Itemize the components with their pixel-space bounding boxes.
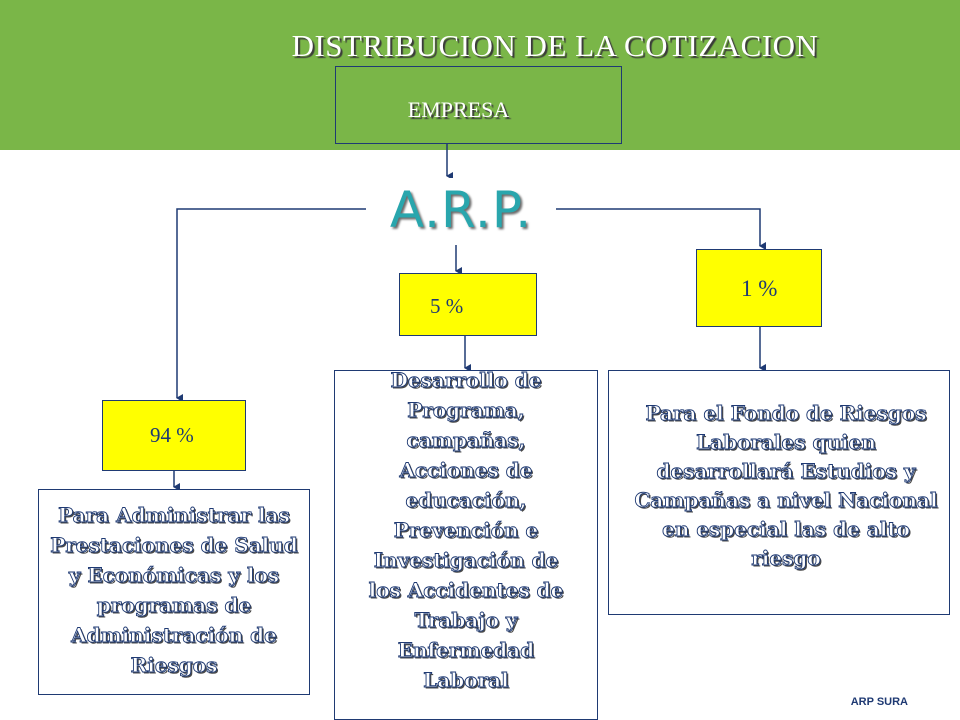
description-node-94 [38, 489, 310, 695]
empresa-label: EMPRESA [407, 97, 510, 122]
footer-brand: ARP SURA [850, 696, 908, 708]
percent-node-5 [399, 273, 537, 336]
page-title: DISTRIBUCION DE LA COTIZACION [291, 28, 819, 63]
arrow-arp-to-1 [556, 209, 760, 246]
description-text-1: Para el Fondo de Riesgos Laborales quien desarrollará Estudios y Campañas a nivel Nacional en especial las de alto riesgo [634, 401, 938, 570]
percent-label-94: 94 % [150, 423, 194, 447]
arp-hub-node: A.R.P. [366, 178, 556, 242]
percent-label-5: 5 % [430, 294, 464, 318]
description-text-94: Para Administrar las Prestaciones de Salud y Económicas y los programas de Administración de Riesgos [50, 503, 298, 677]
percent-node-1 [696, 249, 822, 327]
percent-label-1: 1 % [741, 276, 778, 301]
empresa-node [335, 66, 622, 144]
percent-node-94 [102, 400, 246, 471]
description-node-1 [608, 370, 950, 615]
description-text-5: Desarrollo de Programa, campañas, Acciones de educación, Prevención e Investigación de los Accidentes de Trabajo y Enfermedad Laboral [368, 368, 564, 692]
description-node-5 [334, 370, 598, 720]
